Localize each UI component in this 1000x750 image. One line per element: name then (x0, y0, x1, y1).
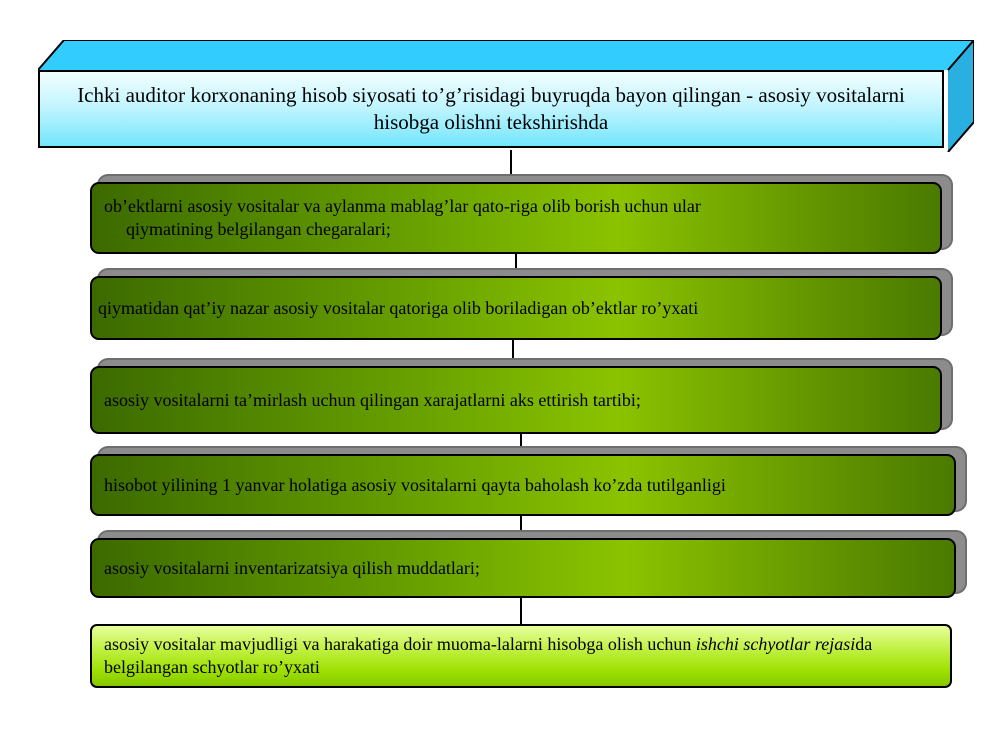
item-box-2 (90, 276, 942, 340)
connector-line (520, 598, 522, 624)
item-box-6 (90, 624, 952, 688)
connector-line (512, 340, 514, 366)
item-3-text: asosiy vositalarni ta’mirlash uchun qilingan xarajatlarni aks ettirish tartibi; (104, 389, 641, 410)
item-4-text: hisobot yilining 1 yanvar holatiga asosiy vositalarni qayta baholash ko’zda tutilganligi (104, 474, 726, 495)
item-6-text-after: da belgilangan schyotlar ro’yxati (104, 634, 873, 677)
header-box-top-face (38, 40, 974, 70)
item-1-line-1: ob’ektlarni asosiy vositalar va aylanma mablag’lar qato-riga olib borish uchun ular (104, 196, 701, 216)
item-box-1 (90, 182, 942, 254)
item-6-text (104, 633, 910, 679)
item-6-text-before: asosiy vositalar mavjudligi va harakatiga doir muoma-lalarni hisobga olish uchun (104, 634, 696, 654)
item-box-4 (90, 454, 956, 516)
connector-line (520, 516, 522, 538)
header-box (38, 70, 944, 148)
item-box-5 (90, 538, 956, 598)
connector-line (515, 252, 517, 276)
connector-line (520, 434, 522, 454)
header-text: Ichki auditor korxonaning hisob siyosati to’g’risidagi buyruqda bayon qilingan - asosiy vositalarni hisobga olishni tekshirishda (77, 83, 905, 134)
item-2-text: qiymatidan qat’iy nazar asosiy vositalar qatoriga olib boriladigan ob’ektlar ro’yxati (98, 297, 699, 318)
item-box-3 (90, 366, 942, 434)
item-1-line-2: qiymatining belgilangan chegaralari; (126, 219, 391, 239)
item-5-text: asosiy vositalarni inventarizatsiya qilish muddatlari; (104, 557, 480, 578)
connector-line (510, 150, 512, 186)
item-6-text-italic: ishchi schyotlar rejasi (695, 634, 856, 654)
